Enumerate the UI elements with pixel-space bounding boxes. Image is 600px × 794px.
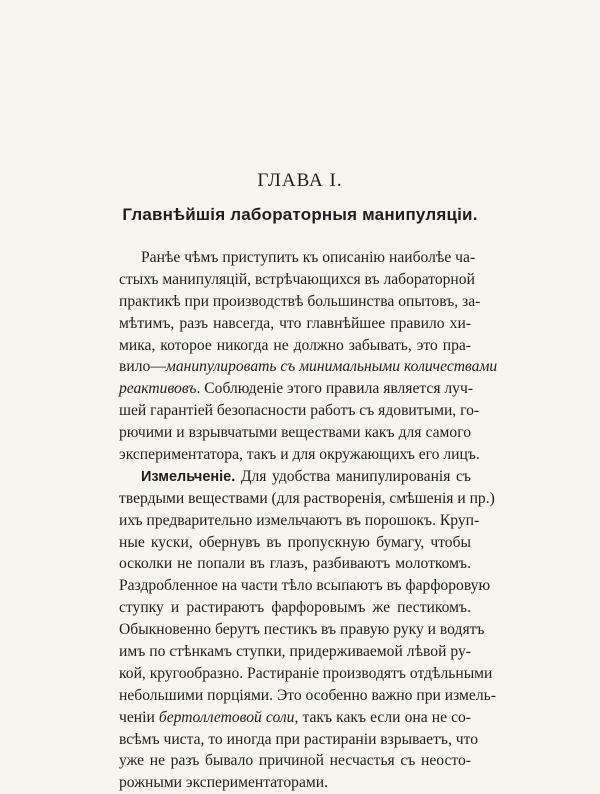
body-text	[119, 247, 498, 794]
text-line	[119, 378, 474, 400]
text-line: Раздробленное на части тѣло всыпаютъ въ фарфоровую	[119, 577, 491, 595]
text-fragment: . Соблюденіе этого правила является луч-	[196, 380, 474, 398]
text-line: экспериментатора, такъ и для окружающихъ его лицъ.	[119, 446, 480, 464]
text-line: мика, которое никогда не должно забывать, это пра-	[119, 336, 471, 354]
text-line: мѣтимъ, разъ навсегда, что главнѣйшее правило хи-	[119, 314, 471, 332]
text-line: стыхъ манипуляцій, встрѣчающихся въ лабораторной	[119, 270, 475, 288]
chapter-heading: ГЛАВА I.	[257, 170, 343, 191]
text-line: практикѣ при производствѣ большинства опытовъ, за-	[119, 292, 481, 310]
text-line: имъ по стѣнкамъ ступки, придерживаемой лѣвой ру-	[119, 643, 471, 661]
text-line	[119, 356, 498, 378]
text-line: осколки не попали въ глазъ, разбиваютъ молоткомъ.	[119, 555, 471, 573]
text-line: ступку и растираютъ фарфоровымъ же пестикомъ.	[119, 599, 471, 617]
emphasis-text: реактивовъ	[119, 380, 197, 398]
text-line: уже не разъ бывало причиной несчастья съ неосто-	[119, 752, 471, 770]
text-line	[119, 707, 471, 729]
text-line: ихъ предварительно измельчаютъ въ порошокъ. Круп-	[119, 511, 480, 529]
text-fragment: , такъ какъ если она не со-	[294, 708, 471, 726]
section-heading: Измельченіе.	[141, 468, 236, 485]
text-line: рючими и взрывчатыми веществами какъ для самого	[119, 424, 471, 442]
text-line	[119, 466, 471, 488]
text-line: шей гарантіей безопасности работъ съ ядовитыми, го-	[119, 402, 480, 420]
text-line: Ранѣе чѣмъ приступить къ описанію наиболѣе ча-	[141, 249, 476, 266]
text-line: небольшими порціями. Это особенно важно при измель-	[119, 686, 496, 704]
text-line: всѣмъ чиста, то иногда при растираніи взрываетъ, что	[119, 730, 479, 748]
text-fragment: ченіи	[119, 708, 159, 726]
emphasis-text: манипулировать съ минимальными количествами	[165, 358, 498, 376]
text-line: кой, кругообразно. Растираніе производятъ отдѣльными	[119, 664, 493, 682]
text-fragment: Для удобства манипулированія съ	[235, 467, 471, 485]
chapter-title: Главнѣйшія лабораторныя манипуляціи.	[122, 205, 478, 224]
text-line: Обыкновенно берутъ пестикъ въ правую руку и водятъ	[119, 621, 485, 639]
text-line: ные куски, обернувъ въ пропускную бумагу, чтобы	[119, 533, 471, 551]
text-fragment: вило—	[119, 358, 166, 376]
text-line: твердыми веществами (для растворенія, смѣшенія и пр.)	[119, 489, 495, 507]
text-line: рожными экспериментаторами.	[119, 774, 329, 792]
emphasis-text: бертоллетовой соли	[158, 708, 295, 726]
